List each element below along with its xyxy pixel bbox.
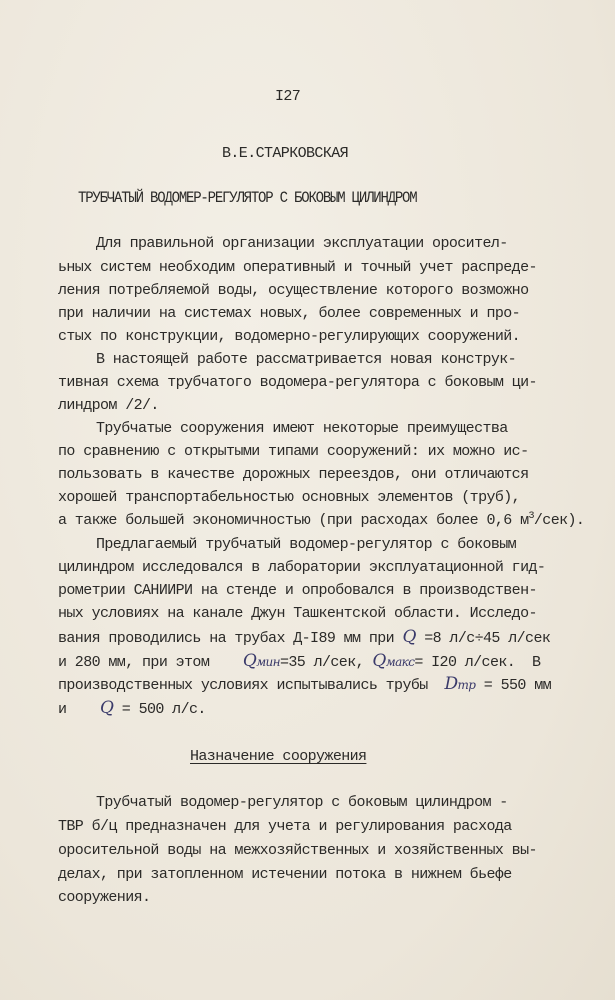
p4-line-5-range: =8 л/с÷45 л/сек — [424, 630, 551, 647]
discharge-min-symbol: Q — [242, 651, 257, 671]
author-name: В.Е.СТАРКОВСКАЯ — [222, 145, 349, 162]
p3-line-5 — [58, 512, 584, 530]
section-line-5: сооружения. — [58, 889, 151, 906]
p2-line-1: В настоящей работе рассматривается новая конструк- — [96, 351, 517, 368]
pipe-diameter-value: = 550 мм — [483, 677, 552, 694]
p4-line-5 — [58, 628, 550, 648]
p4-line-2: цилиндром исследовался в лаборатории эксплуатационной гид- — [58, 559, 546, 576]
discharge-symbol: Q — [402, 627, 416, 647]
cubic-exponent: 3 — [528, 511, 534, 522]
p3-line-4: хорошей транспортабельностью основных элементов (труб), — [58, 489, 521, 506]
section-line-4: делах, при затопленном истечении потока в нижнем бьефе — [58, 866, 512, 883]
p4-line-6-text: и 280 мм, при этом — [58, 654, 210, 671]
p4-line-3: рометрии САНИИРИ на стенде и опробовался в производствен- — [58, 582, 537, 599]
section-line-1: Трубчатый водомер-регулятор с боковым цилиндром - — [96, 794, 508, 811]
p2-line-3: линдром /2/. — [58, 397, 159, 414]
p4-line-5-text: вания проводились на трубах Д-I89 мм при — [58, 630, 395, 647]
p1-line-2: ьных систем необходим оперативный и точный учет распреде- — [58, 259, 537, 276]
p4-line-6 — [58, 652, 540, 672]
page-number: I27 — [275, 88, 301, 105]
discharge-min-value: =35 л/сек, — [279, 654, 364, 671]
discharge-min-subscript: мин — [256, 655, 280, 669]
p4-line-8-text: и — [58, 701, 67, 718]
section-line-2: ТВР б/ц предназначен для учета и регулирования расхода — [58, 818, 512, 835]
article-title: ТРУБЧАТЫЙ ВОДОМЕР-РЕГУЛЯТОР С БОКОВЫМ ЦИЛИНДРОМ — [78, 189, 417, 208]
discharge-symbol-2: Q — [100, 698, 114, 718]
p4-line-1: Предлагаемый трубчатый водомер-регулятор с боковым — [96, 536, 517, 553]
p4-line-8-value: = 500 л/с. — [121, 701, 206, 718]
p3-line-3: пользовать в качестве дорожных переездов, они отличаются — [58, 466, 529, 483]
section-heading: Назначение сооружения — [190, 748, 367, 765]
discharge-max-subscript: макс — [385, 655, 415, 669]
p3-line-2: по сравнению с открытыми типами сооружений: их можно ис- — [58, 443, 529, 460]
p4-line-8 — [58, 699, 206, 719]
discharge-max-value: = I20 л/сек. В — [414, 654, 541, 671]
pipe-diameter-subscript: тр — [457, 678, 476, 692]
p3-line-5-text: а также большей экономичностью (при расходах более 0,6 м — [58, 512, 529, 529]
p2-line-2: тивная схема трубчатого водомера-регулятора с боковым ци- — [58, 374, 537, 391]
section-line-3: оросительной воды на межхозяйственных и хозяйственных вы- — [58, 842, 537, 859]
p3-line-5-end: /сек). — [533, 512, 585, 529]
p1-line-3: ления потребляемой воды, осуществление которого возможно — [58, 282, 529, 299]
p1-line-1: Для правильной организации эксплуатации оросител- — [96, 235, 508, 252]
discharge-max-symbol: Q — [372, 651, 386, 671]
p4-line-7-text: производственных условиях испытывались трубы — [58, 677, 428, 694]
p1-line-4: при наличии на системах новых, более современных и про- — [58, 305, 521, 322]
p4-line-4: ных условиях на канале Джун Ташкентской области. Исследо- — [58, 605, 537, 622]
p1-line-5: стых по конструкции, водомерно-регулирующих сооружений. — [58, 328, 521, 345]
pipe-diameter-symbol: D — [444, 674, 458, 694]
p3-line-1: Трубчатые сооружения имеют некоторые преимущества — [96, 420, 508, 437]
p4-line-7 — [58, 675, 551, 695]
